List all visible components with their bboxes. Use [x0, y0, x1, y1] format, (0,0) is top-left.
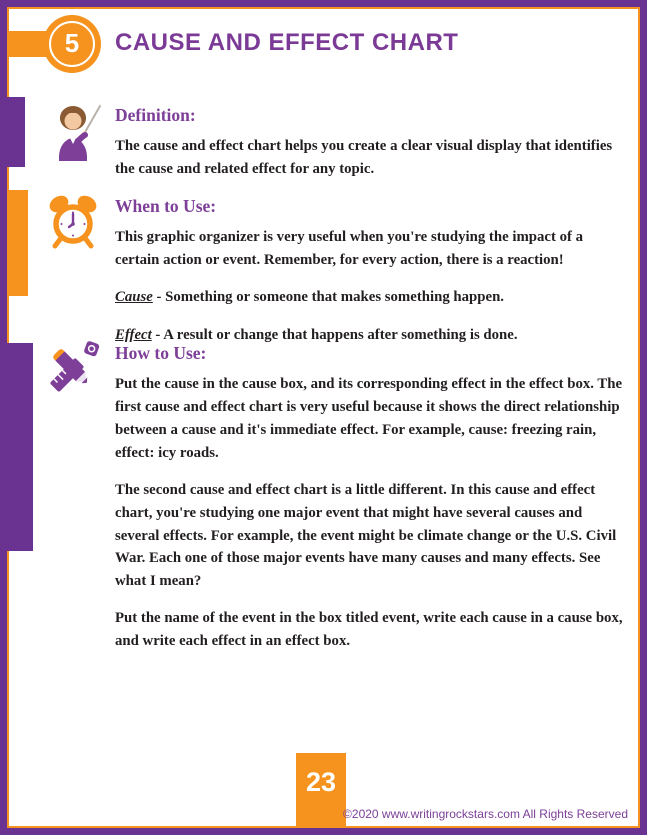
- definition-heading: Definition:: [115, 105, 196, 125]
- definition-body: The cause and effect chart helps you create a clear visual display that identifies the cause and related effect for any topic.: [115, 138, 613, 177]
- chapter-number: 5: [64, 27, 80, 58]
- effect-term: Effect: [115, 326, 152, 343]
- copyright-text: ©2020 www.writingrockstars.com All Rights Reserved: [343, 807, 628, 821]
- how-to-use-heading: How to Use:: [115, 343, 207, 363]
- cause-term-line: [115, 286, 629, 309]
- section-how-to-use: [115, 343, 629, 667]
- cause-definition: - Something or someone that makes something happen.: [152, 288, 505, 305]
- when-to-use-body: This graphic organizer is very useful when you're studying the impact of a certain action or event. Remember, for every action, there is a reaction!: [115, 229, 584, 268]
- edge-block-definition: [7, 97, 25, 167]
- pencil-ruler-icon: [41, 337, 105, 401]
- section-when-to-use: [115, 196, 629, 362]
- how-to-use-paragraph-1: Put the cause in the cause box, and its corresponding effect in the effect box. The first cause and effect chart is very useful because it shows the direct relationship between a cause and it's immediate effect. For example, cause: freezing rain, effect: icy roads.: [115, 376, 623, 461]
- effect-definition: - A result or change that happens after something is done.: [151, 326, 518, 343]
- how-to-use-paragraph-2: The second cause and effect chart is a little different. In this cause and effect chart, you're studying one major event that might have several causes and several effects. For example, the event might be climate change or the U.S. Civil War. Each one of those major events have many causes and many effects. See what I mean?: [115, 481, 617, 590]
- section-definition: [115, 105, 629, 195]
- alarm-clock-icon: [45, 193, 101, 251]
- edge-block-how-to-use: [7, 343, 33, 551]
- page-title: CAUSE AND EFFECT CHART: [115, 29, 459, 56]
- how-to-use-paragraph-3: Put the name of the event in the box titled event, write each cause in a cause box, and write each effect in an effect box.: [115, 610, 623, 650]
- teacher-icon: [51, 103, 103, 161]
- badge-ring: [49, 21, 95, 67]
- page-number-box: [296, 753, 346, 828]
- chapter-number-badge: [43, 15, 101, 73]
- cause-term: Cause: [115, 288, 153, 305]
- when-to-use-heading: When to Use:: [115, 196, 217, 216]
- edge-block-when-to-use: [7, 190, 28, 296]
- page-number: 23: [305, 767, 337, 797]
